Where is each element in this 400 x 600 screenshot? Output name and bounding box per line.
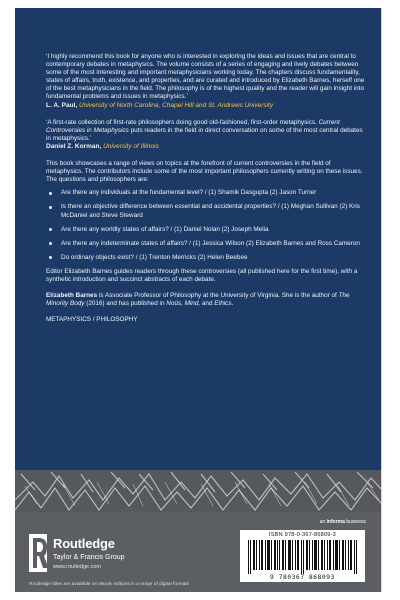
question-item: Is there an objective difference between essential and accidental properties? / (1) Meghan Sullivan (2) Kris McDaniel and Steve Steward — [46, 203, 368, 219]
question-item: Do ordinary objects exist? / (1) Trenton Merricks (2) Helen Beebee — [46, 254, 368, 262]
barcode-bars — [248, 540, 358, 574]
review-1 — [46, 53, 368, 110]
review-2-text-after: puts readers in the field in direct conversation on some of the most central debates in metaphysics.’ — [46, 126, 363, 142]
review-2-attribution — [46, 143, 159, 150]
ice-crystal-texture — [15, 470, 382, 512]
author-bio-text: . — [231, 300, 234, 308]
subject-category: METAPHYSICS / PHILOSOPHY — [46, 316, 138, 324]
publisher-footer — [15, 512, 382, 592]
review-1-attribution — [46, 102, 273, 109]
isbn-label: ISBN 978-0-367-86809-3 — [269, 532, 336, 538]
decorative-image-band — [15, 470, 382, 512]
author-bio-text: and — [200, 300, 215, 308]
review-2-text-before: ‘A first-rate collection of first-rate philosophers doing good old-fashioned, first-order metaphysics. — [46, 118, 319, 126]
review-2-name: Daniel Z. Korman, — [46, 142, 102, 150]
informa-brand: informa — [326, 519, 345, 525]
back-cover — [15, 8, 382, 592]
author-bio — [46, 292, 368, 308]
review-1-text: ‘I highly recommend this book for anyone who is interested in exploring the ideas and issues that are central to contemporary debates in metaphysics. The volume consists of a series of engaging and lively debates between some of the most interesting and important metaphysicians working today. The chapters discuss fundamentality, states of affairs, truth, existence, and properties, and are curated and introduced by Elizabeth Barnes, herself one of the best metaphysicians in the field. The philosophy is of the highest quality and the reader will gain insight into fundamental problems and issues in metaphysics.’ — [46, 53, 365, 101]
cover-text — [46, 53, 368, 324]
review-2-book-title: Current Controversies in Metaphysics — [46, 118, 340, 134]
barcode-digits: 9 780367 868093 — [270, 574, 335, 581]
review-2-affiliation: University of Illinois — [103, 142, 159, 150]
question-item: Are there any worldly states of affairs? / (1) Daniel Nolan (2) Joseph Melia — [46, 226, 368, 234]
author-journals: Noûs, Mind, — [166, 300, 201, 308]
barcode — [240, 530, 365, 582]
publisher-group: Taylor & Francis Group — [53, 554, 125, 561]
review-1-affiliation: University of North Carolina, Chapel Hill and St. Andrews University — [79, 101, 274, 109]
editor-note: Editor Elizabeth Barnes guides readers through these controversies (all published here for the first time), with a synthetic introduction and succinct abstracts of each debate. — [46, 267, 358, 283]
informa-prefix: an — [319, 519, 327, 525]
author-bio-text: (2016) and has published in — [84, 300, 167, 308]
publisher-name: Routledge — [53, 536, 115, 551]
routledge-logo-icon — [29, 534, 47, 572]
author-journal-last: Ethics — [214, 300, 232, 308]
review-1-name: L. A. Paul, — [46, 101, 78, 109]
informa-suffix: business — [344, 519, 366, 525]
book-description: This book showcases a range of views on topics at the forefront of current controversies in the field of metaphysics. The contributors include some of the most important philosophers currently writing on these issues. The questions and philosophers are: — [46, 160, 363, 184]
question-item: Are there any indeterminate states of affairs? / (1) Jessica Wilson (2) Elizabeth Barnes and Ross Cameron — [46, 240, 368, 248]
review-2 — [46, 119, 368, 151]
author-bio-text: is Associate Professor of Philosophy at the University of Virginia. She is the author of — [97, 292, 339, 300]
question-item: Are there any individuals at the fundamental level? / (1) Shamik Dasgupta (2) Jason Turner — [46, 189, 368, 197]
questions-list — [46, 189, 368, 262]
publisher-logo — [29, 534, 209, 574]
author-book-title: The Minority Body — [46, 292, 350, 308]
publisher-url[interactable]: www.routledge.com — [53, 564, 101, 570]
informa-business-label — [320, 519, 366, 525]
ebook-note: Routledge titles are available as eBook editions in a range of digital formats — [29, 582, 189, 587]
author-name: Elizabeth Barnes — [46, 292, 98, 300]
